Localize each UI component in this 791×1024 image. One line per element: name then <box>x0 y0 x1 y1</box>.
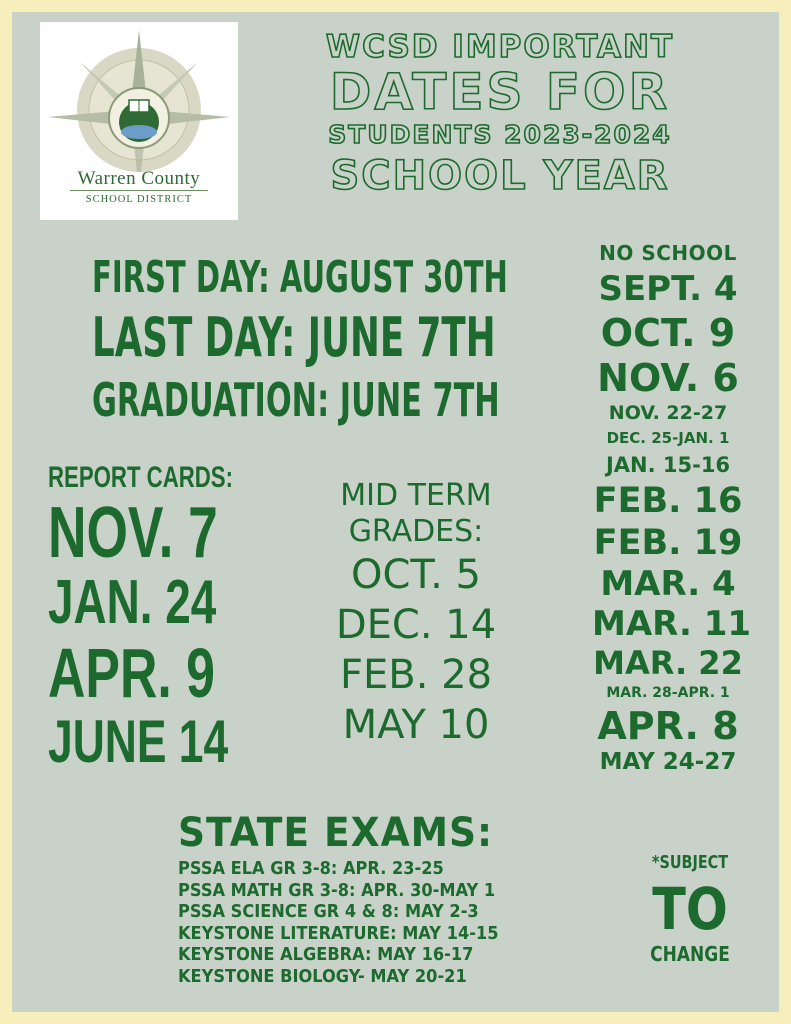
title-line-1: WCSD IMPORTANT <box>325 29 675 65</box>
no-school-date: MAR. 11 <box>592 604 752 644</box>
report-card-date: JUNE 14 <box>48 708 229 775</box>
disclaimer <box>640 850 740 966</box>
first-day: FIRST DAY: AUGUST 30TH <box>92 252 508 303</box>
mid-term-title-1: MID TERM <box>340 478 492 513</box>
disclaimer-line-2: TO <box>652 875 728 943</box>
poster-title <box>300 28 700 200</box>
no-school-date: APR. 8 <box>597 704 739 748</box>
mid-term-date: OCT. 5 <box>351 552 481 598</box>
no-school-date: OCT. 9 <box>600 311 736 355</box>
report-card-date: JAN. 24 <box>48 568 217 637</box>
state-exam-item: PSSA ELA GR 3-8: APR. 23-25 <box>178 858 444 879</box>
no-school-section <box>592 238 752 776</box>
graduation: GRADUATION: JUNE 7TH <box>92 373 500 427</box>
mid-term-title-2: GRADES: <box>348 514 484 549</box>
key-dates <box>92 250 508 430</box>
state-exam-item: KEYSTONE ALGEBRA: MAY 16-17 <box>178 944 474 965</box>
title-line-2: DATES FOR <box>329 63 671 121</box>
state-exams-title: STATE EXAMS: <box>178 810 494 856</box>
no-school-date: MAR. 4 <box>600 564 736 604</box>
no-school-date: MAR. 28-APR. 1 <box>606 685 730 701</box>
state-exam-item: KEYSTONE BIOLOGY- MAY 20-21 <box>178 965 467 987</box>
no-school-date: NOV. 6 <box>597 356 739 400</box>
report-cards-section <box>48 460 233 774</box>
no-school-date: SEPT. 4 <box>598 269 738 309</box>
state-exam-item: PSSA MATH GR 3-8: APR. 30-MAY 1 <box>178 879 496 901</box>
logo-district-name: Warren County <box>77 168 201 189</box>
state-exam-item: PSSA SCIENCE GR 4 & 8: MAY 2-3 <box>178 901 479 922</box>
report-cards-title: REPORT CARDS: <box>48 461 234 494</box>
mid-term-date: DEC. 14 <box>335 602 497 648</box>
title-line-3: STUDENTS 2023-2024 <box>328 120 672 149</box>
no-school-date: MAR. 22 <box>593 644 743 682</box>
state-exams-section <box>178 808 558 987</box>
no-school-date: FEB. 19 <box>593 523 743 563</box>
state-exam-item: KEYSTONE LITERATURE: MAY 14-15 <box>178 922 499 944</box>
no-school-date: DEC. 25-JAN. 1 <box>606 429 730 447</box>
no-school-date: NOV. 22-27 <box>608 402 728 424</box>
logo-subtitle: SCHOOL DISTRICT <box>85 194 193 205</box>
no-school-date: FEB. 16 <box>593 481 743 521</box>
disclaimer-line-1: *SUBJECT <box>651 852 729 873</box>
report-card-date: APR. 9 <box>48 634 215 712</box>
mid-term-date: FEB. 28 <box>339 652 493 698</box>
disclaimer-line-3: CHANGE <box>650 942 730 966</box>
mid-term-section <box>318 478 514 750</box>
last-day: LAST DAY: JUNE 7TH <box>92 306 496 369</box>
no-school-date: MAY 24-27 <box>599 749 737 775</box>
compass-emblem-icon <box>40 22 238 172</box>
no-school-title: NO SCHOOL <box>599 241 737 265</box>
district-logo <box>40 22 238 220</box>
mid-term-date: MAY 10 <box>342 702 490 748</box>
no-school-date: JAN. 15-16 <box>605 453 731 477</box>
logo-divider <box>70 190 208 191</box>
report-card-date: NOV. 7 <box>48 493 218 573</box>
title-line-4: SCHOOL YEAR <box>330 153 670 199</box>
